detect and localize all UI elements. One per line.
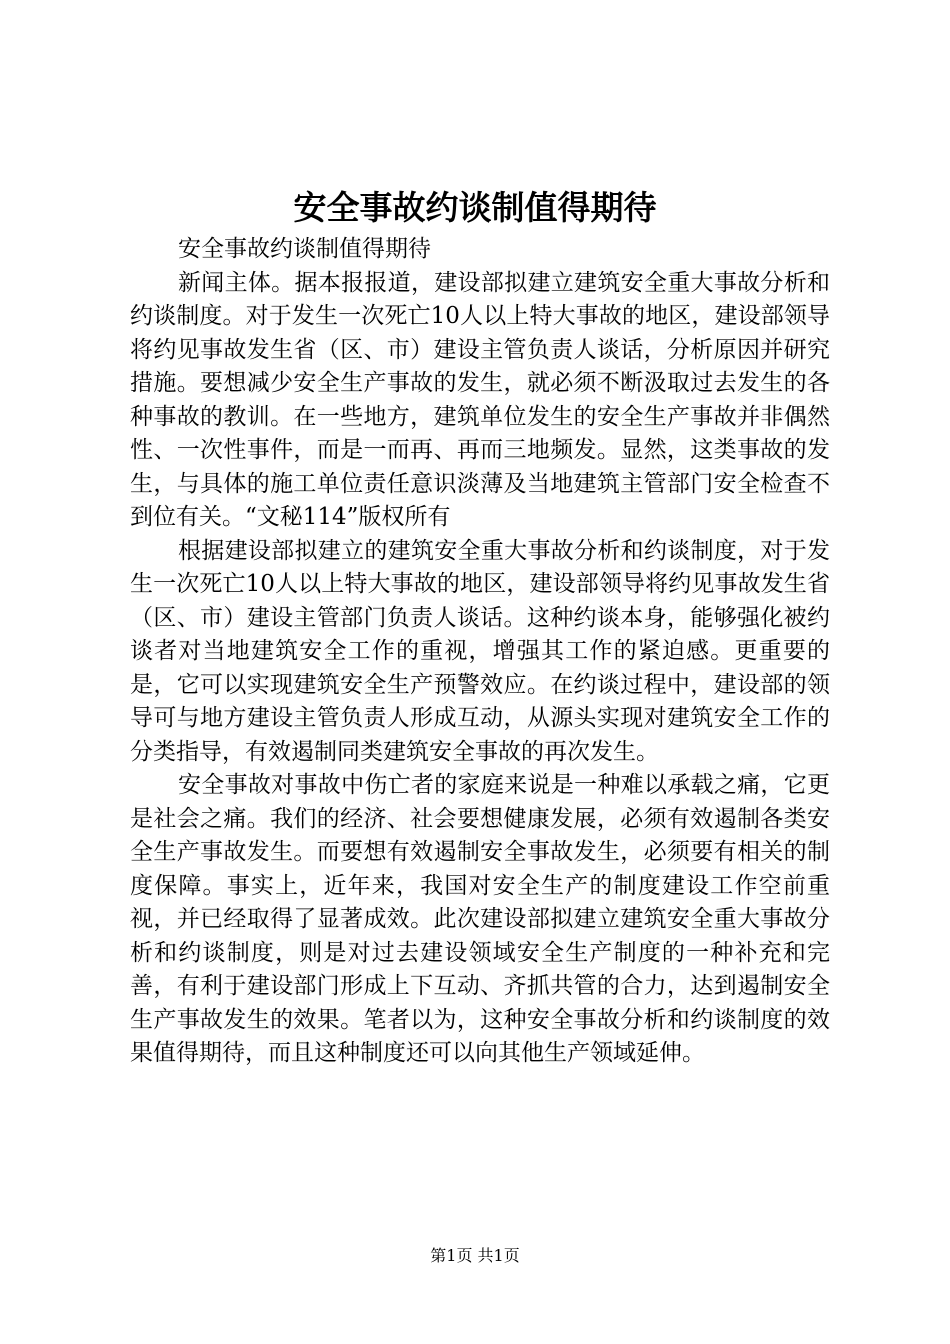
body-paragraph-2: 根据建设部拟建立的建筑安全重大事故分析和约谈制度，对于发生一次死亡10人以上特大事故的地区，建设部领导将约见事故发生省（区、市）建设主管部门负责人谈话。这种约谈本身，能够强化被约谈者对当地建筑安全工作的重视，增强其工作的紧迫感。更重要的是，它可以实现建筑安全生产预警效应。在约谈过程中，建设部的领导可与地方建设主管负责人形成互动，从源头实现对建筑安全工作的分类指导，有效遏制同类建筑安全事故的再次发生。 <box>130 537 830 765</box>
subtitle-paragraph: 安全事故约谈制值得期待 <box>178 236 431 262</box>
page-footer: 第1页 共1页 <box>430 1246 520 1265</box>
document-title: 安全事故约谈制值得期待 <box>293 188 657 227</box>
body-paragraph-3: 安全事故对事故中伤亡者的家庭来说是一种难以承载之痛，它更是社会之痛。我们的经济、社会要想健康发展，必须有效遏制各类安全生产事故发生。而要想有效遏制安全事故发生，必须要有相关的制度保障。事实上，近年来，我国对安全生产的制度建设工作空前重视，并已经取得了显著成效。此次建设部拟建立建筑安全重大事故分析和约谈制度，则是对过去建设领域安全生产制度的一种补充和完善，有利于建设部门形成上下互动、齐抓共管的合力，达到遏制安全生产事故发生的效果。笔者以为，这种安全事故分析和约谈制度的效果值得期待，而且这种制度还可以向其他生产领域延伸。 <box>130 772 830 1066</box>
body-paragraph-1: 新闻主体。据本报报道，建设部拟建立建筑安全重大事故分析和约谈制度。对于发生一次死亡10人以上特大事故的地区，建设部领导将约见事故发生省（区、市）建设主管负责人谈话，分析原因并研究措施。要想减少安全生产事故的发生，就必须不断汲取过去发生的各种事故的教训。在一些地方，建筑单位发生的安全生产事故并非偶然性、一次性事件，而是一而再、再而三地频发。显然，这类事故的发生，与具体的施工单位责任意识淡薄及当地建筑主管部门安全检查不到位有关。“文秘114”版权所有 <box>130 269 830 530</box>
document-body <box>130 233 830 1071</box>
